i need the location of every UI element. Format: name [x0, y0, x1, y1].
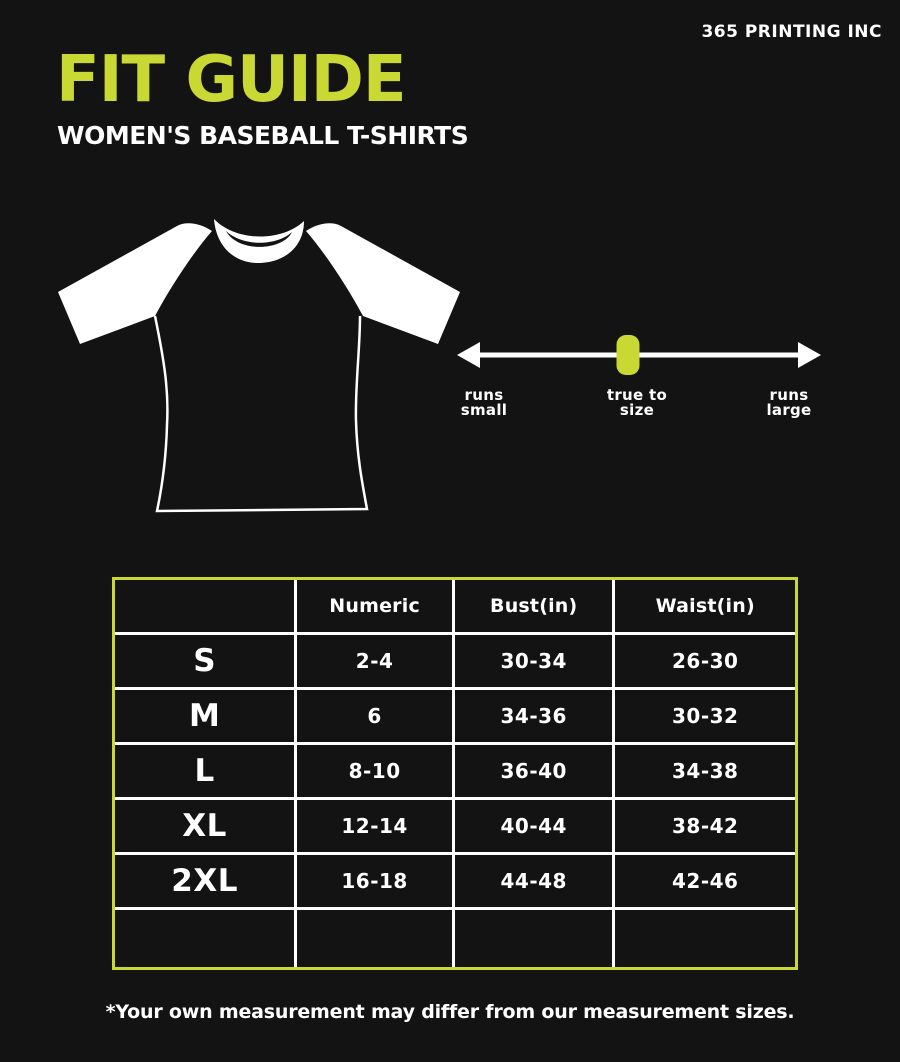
- table-row: [115, 690, 795, 745]
- scale-label-line: true to: [606, 386, 668, 404]
- arrow-right-head-icon: [798, 342, 821, 368]
- page-subtitle: WOMEN'S BASEBALL T-SHIRTS: [57, 121, 469, 150]
- scale-label-line: runs: [769, 386, 809, 404]
- scale-label-line: runs: [464, 386, 504, 404]
- header-cell-bust: Bust(in): [455, 580, 615, 635]
- scale-label-runs-large: [739, 388, 839, 418]
- scale-label-line: large: [766, 401, 812, 419]
- bust-range: 40-44: [455, 800, 615, 855]
- size-table: [112, 577, 798, 970]
- header-cell-numeric: Numeric: [297, 580, 455, 635]
- table-row: [115, 745, 795, 800]
- arrow-left-head-icon: [457, 342, 480, 368]
- size-table-grid: [115, 580, 795, 967]
- table-empty-row: [115, 910, 795, 967]
- bust-range: 36-40: [455, 745, 615, 800]
- waist-range: 34-38: [615, 745, 795, 800]
- baseball-tshirt-illustration: [40, 195, 470, 525]
- numeric-range: 6: [297, 690, 455, 745]
- table-header-row: [115, 580, 795, 635]
- size-label: L: [115, 745, 297, 800]
- waist-range: 30-32: [615, 690, 795, 745]
- table-row: [115, 635, 795, 690]
- bust-range: 44-48: [455, 855, 615, 910]
- true-to-size-marker: [617, 335, 640, 375]
- header-cell-waist: Waist(in): [615, 580, 795, 635]
- bust-range: 30-34: [455, 635, 615, 690]
- size-label: 2XL: [115, 855, 297, 910]
- table-row: [115, 800, 795, 855]
- size-label: S: [115, 635, 297, 690]
- body-outline-shape: [155, 316, 367, 511]
- waist-range: 42-46: [615, 855, 795, 910]
- waist-range: 38-42: [615, 800, 795, 855]
- numeric-range: 8-10: [297, 745, 455, 800]
- numeric-range: 16-18: [297, 855, 455, 910]
- table-row: [115, 855, 795, 910]
- empty-cell: [115, 910, 297, 967]
- fit-scale: [440, 325, 840, 385]
- bust-range: 34-36: [455, 690, 615, 745]
- collar-shape: [214, 219, 304, 263]
- size-label: M: [115, 690, 297, 745]
- numeric-range: 12-14: [297, 800, 455, 855]
- header-cell-size: [115, 580, 297, 635]
- page-title: FIT GUIDE: [56, 43, 406, 117]
- empty-cell: [455, 910, 615, 967]
- waist-range: 26-30: [615, 635, 795, 690]
- scale-label-runs-small: [434, 388, 534, 418]
- size-label: XL: [115, 800, 297, 855]
- brand-name: 365 PRINTING INC: [701, 22, 882, 42]
- empty-cell: [615, 910, 795, 967]
- empty-cell: [297, 910, 455, 967]
- numeric-range: 2-4: [297, 635, 455, 690]
- scale-label-line: size: [619, 401, 655, 419]
- scale-label-true-to-size: [587, 388, 687, 418]
- measurement-disclaimer: *Your own measurement may differ from our measurement sizes.: [105, 1001, 795, 1023]
- scale-label-line: small: [460, 401, 508, 419]
